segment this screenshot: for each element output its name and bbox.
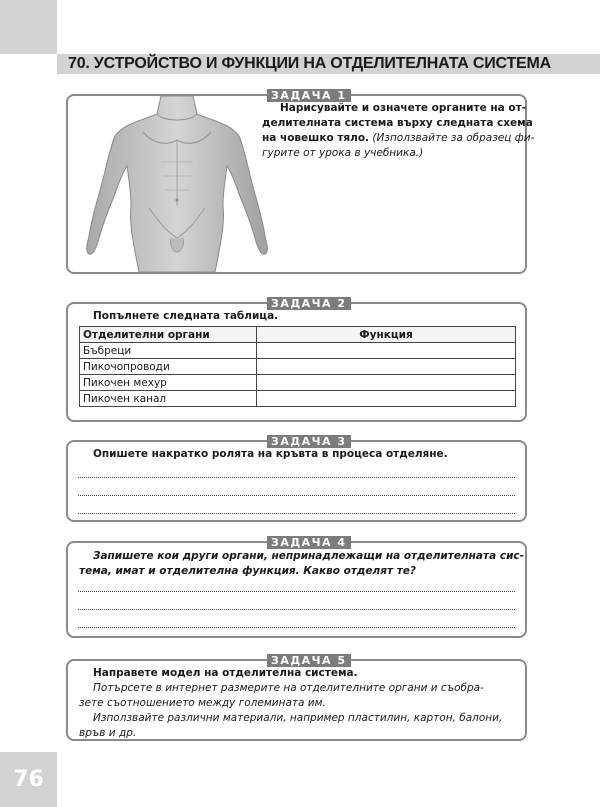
answer-line[interactable]	[78, 609, 515, 610]
table-row	[80, 391, 516, 407]
answer-line[interactable]	[78, 513, 515, 514]
task1-line-3-italic: (Използвайте за образец фи-	[372, 132, 535, 144]
task3-label: ЗАДАЧА 3	[267, 435, 351, 448]
organ-cell: Бъбреци	[80, 343, 257, 359]
organ-cell: Пикочопроводи	[80, 359, 257, 375]
corner-decoration-top	[0, 0, 57, 54]
page-title: 70. УСТРОЙСТВО И ФУНКЦИИ НА ОТДЕЛИТЕЛНАТА СИСТЕМА	[68, 55, 552, 72]
task5-line-3: Използвайте различни материали, например пластилин, картон, балони,	[93, 712, 503, 724]
task4-label: ЗАДАЧА 4	[267, 536, 351, 549]
task1-line-2: делителната система върху следната схема	[262, 117, 533, 129]
function-cell[interactable]	[257, 391, 516, 407]
task5-label: ЗАДАЧА 5	[267, 654, 351, 667]
organ-cell: Пикочен канал	[80, 391, 257, 407]
page-number: 76	[13, 767, 44, 792]
answer-line[interactable]	[78, 477, 515, 478]
answer-line[interactable]	[78, 627, 515, 628]
task4-line-1: Запишете кои други органи, непринадлежащи на отделителната сис-	[93, 550, 525, 562]
table-row	[80, 343, 516, 359]
human-body-figure	[83, 96, 271, 272]
task5-line-1: Потърсете в интернет размерите на отделителните органи и съобра-	[93, 682, 484, 694]
answer-line[interactable]	[78, 495, 515, 496]
header-organs: Отделителни органи	[80, 327, 257, 343]
task2-instruction: Попълнете следната таблица.	[93, 310, 279, 322]
task5-line-4: връв и др.	[79, 727, 137, 739]
task1-line-4: гурите от урока в учебника.)	[262, 147, 424, 159]
header-function: Функция	[257, 327, 516, 343]
function-cell[interactable]	[257, 343, 516, 359]
task1-line-3-bold: на човешко тяло.	[262, 132, 370, 144]
task1-line-3	[262, 131, 534, 147]
task2-label: ЗАДАЧА 2	[267, 297, 351, 310]
organs-table	[79, 326, 516, 407]
task4-line-2: тема, имат и отделителна функция. Какво отделят те?	[79, 565, 416, 577]
function-cell[interactable]	[257, 359, 516, 375]
task5-title: Направете модел на отделителна система.	[93, 667, 358, 679]
task1-line-1: Нарисувайте и означете органите на от-	[280, 102, 527, 114]
task1-box	[66, 89, 535, 274]
table-row	[80, 359, 516, 375]
task5-box	[66, 654, 527, 741]
task3-box	[66, 435, 527, 522]
answer-line[interactable]	[78, 591, 515, 592]
task5-line-2: зете съотношението между големината им.	[79, 697, 326, 709]
task1-label: ЗАДАЧА 1	[267, 89, 351, 102]
task3-instruction: Опишете накратко ролята на кръвта в процеса отделяне.	[93, 448, 448, 460]
task2-box	[66, 297, 527, 422]
organ-cell: Пикочен мехур	[80, 375, 257, 391]
function-cell[interactable]	[257, 375, 516, 391]
table-header-row	[80, 327, 516, 343]
task4-box	[66, 536, 527, 638]
table-row	[80, 375, 516, 391]
